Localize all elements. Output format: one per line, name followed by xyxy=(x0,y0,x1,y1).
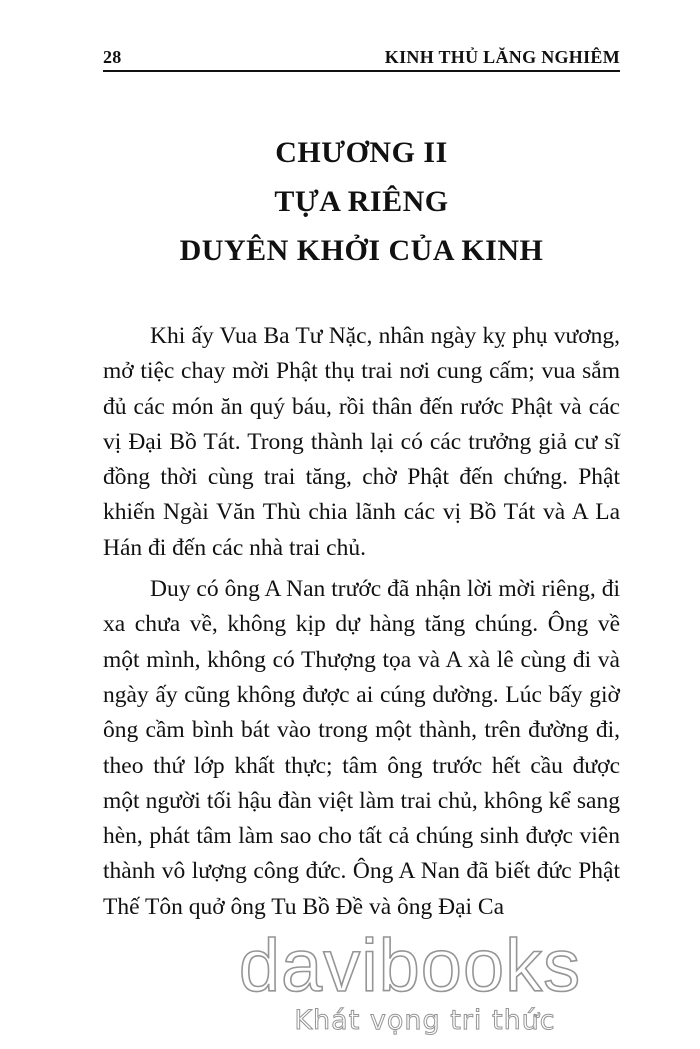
running-header xyxy=(103,44,620,68)
page-number: 28 xyxy=(103,47,122,67)
body-text xyxy=(103,319,620,925)
chapter-number: CHƯƠNG II xyxy=(275,136,448,169)
paragraph: Khi ấy Vua Ba Tư Nặc, nhân ngày kỵ phụ vương, mở tiệc chay mời Phật thụ trai nơi cung cấm; vua sắm đủ các món ăn quý báu, rồi thân đến rước Phật và các vị Đại Bồ Tát. Trong thành lại có các trưởng giả cư sĩ đồng thời cùng trai tăng, chờ Phật đến chứng. Phật khiến Ngài Văn Thù chia lãnh các vị Bồ Tát và A La Hán đi đến các nhà trai chủ. xyxy=(103,323,620,561)
chapter-subtitle: DUYÊN KHỞI CỦA KINH xyxy=(179,234,544,267)
paragraph: Duy có ông A Nan trước đã nhận lời mời riêng, đi xa chưa về, không kịp dự hàng tăng chúng. Ông về một mình, không có Thượng tọa và A xà lê cùng đi và ngày ấy cũng không được ai cúng dường. Lúc bấy giờ ông cầm bình bát vào trong một thành, trên đường đi, theo thứ lớp khất thực; tâm ông trước hết cầu được một người tối hậu đàn việt làm trai chủ, không kể sang hèn, phát tâm làm sao cho tất cả chúng sinh được viên thành vô lượng công đức. Ông A Nan đã biết đức Phật Thế Tôn quở ông Tu Bồ Đề và ông Đại Ca xyxy=(103,576,620,920)
chapter-title: TỰA RIÊNG xyxy=(274,185,449,218)
watermark-tagline: Khát vọng tri thức xyxy=(294,1005,556,1036)
book-title: KINH THỦ LĂNG NGHIÊM xyxy=(384,47,620,67)
header-divider xyxy=(103,70,620,72)
watermark-logo: davibooks xyxy=(238,924,582,1007)
chapter-heading xyxy=(103,128,620,275)
